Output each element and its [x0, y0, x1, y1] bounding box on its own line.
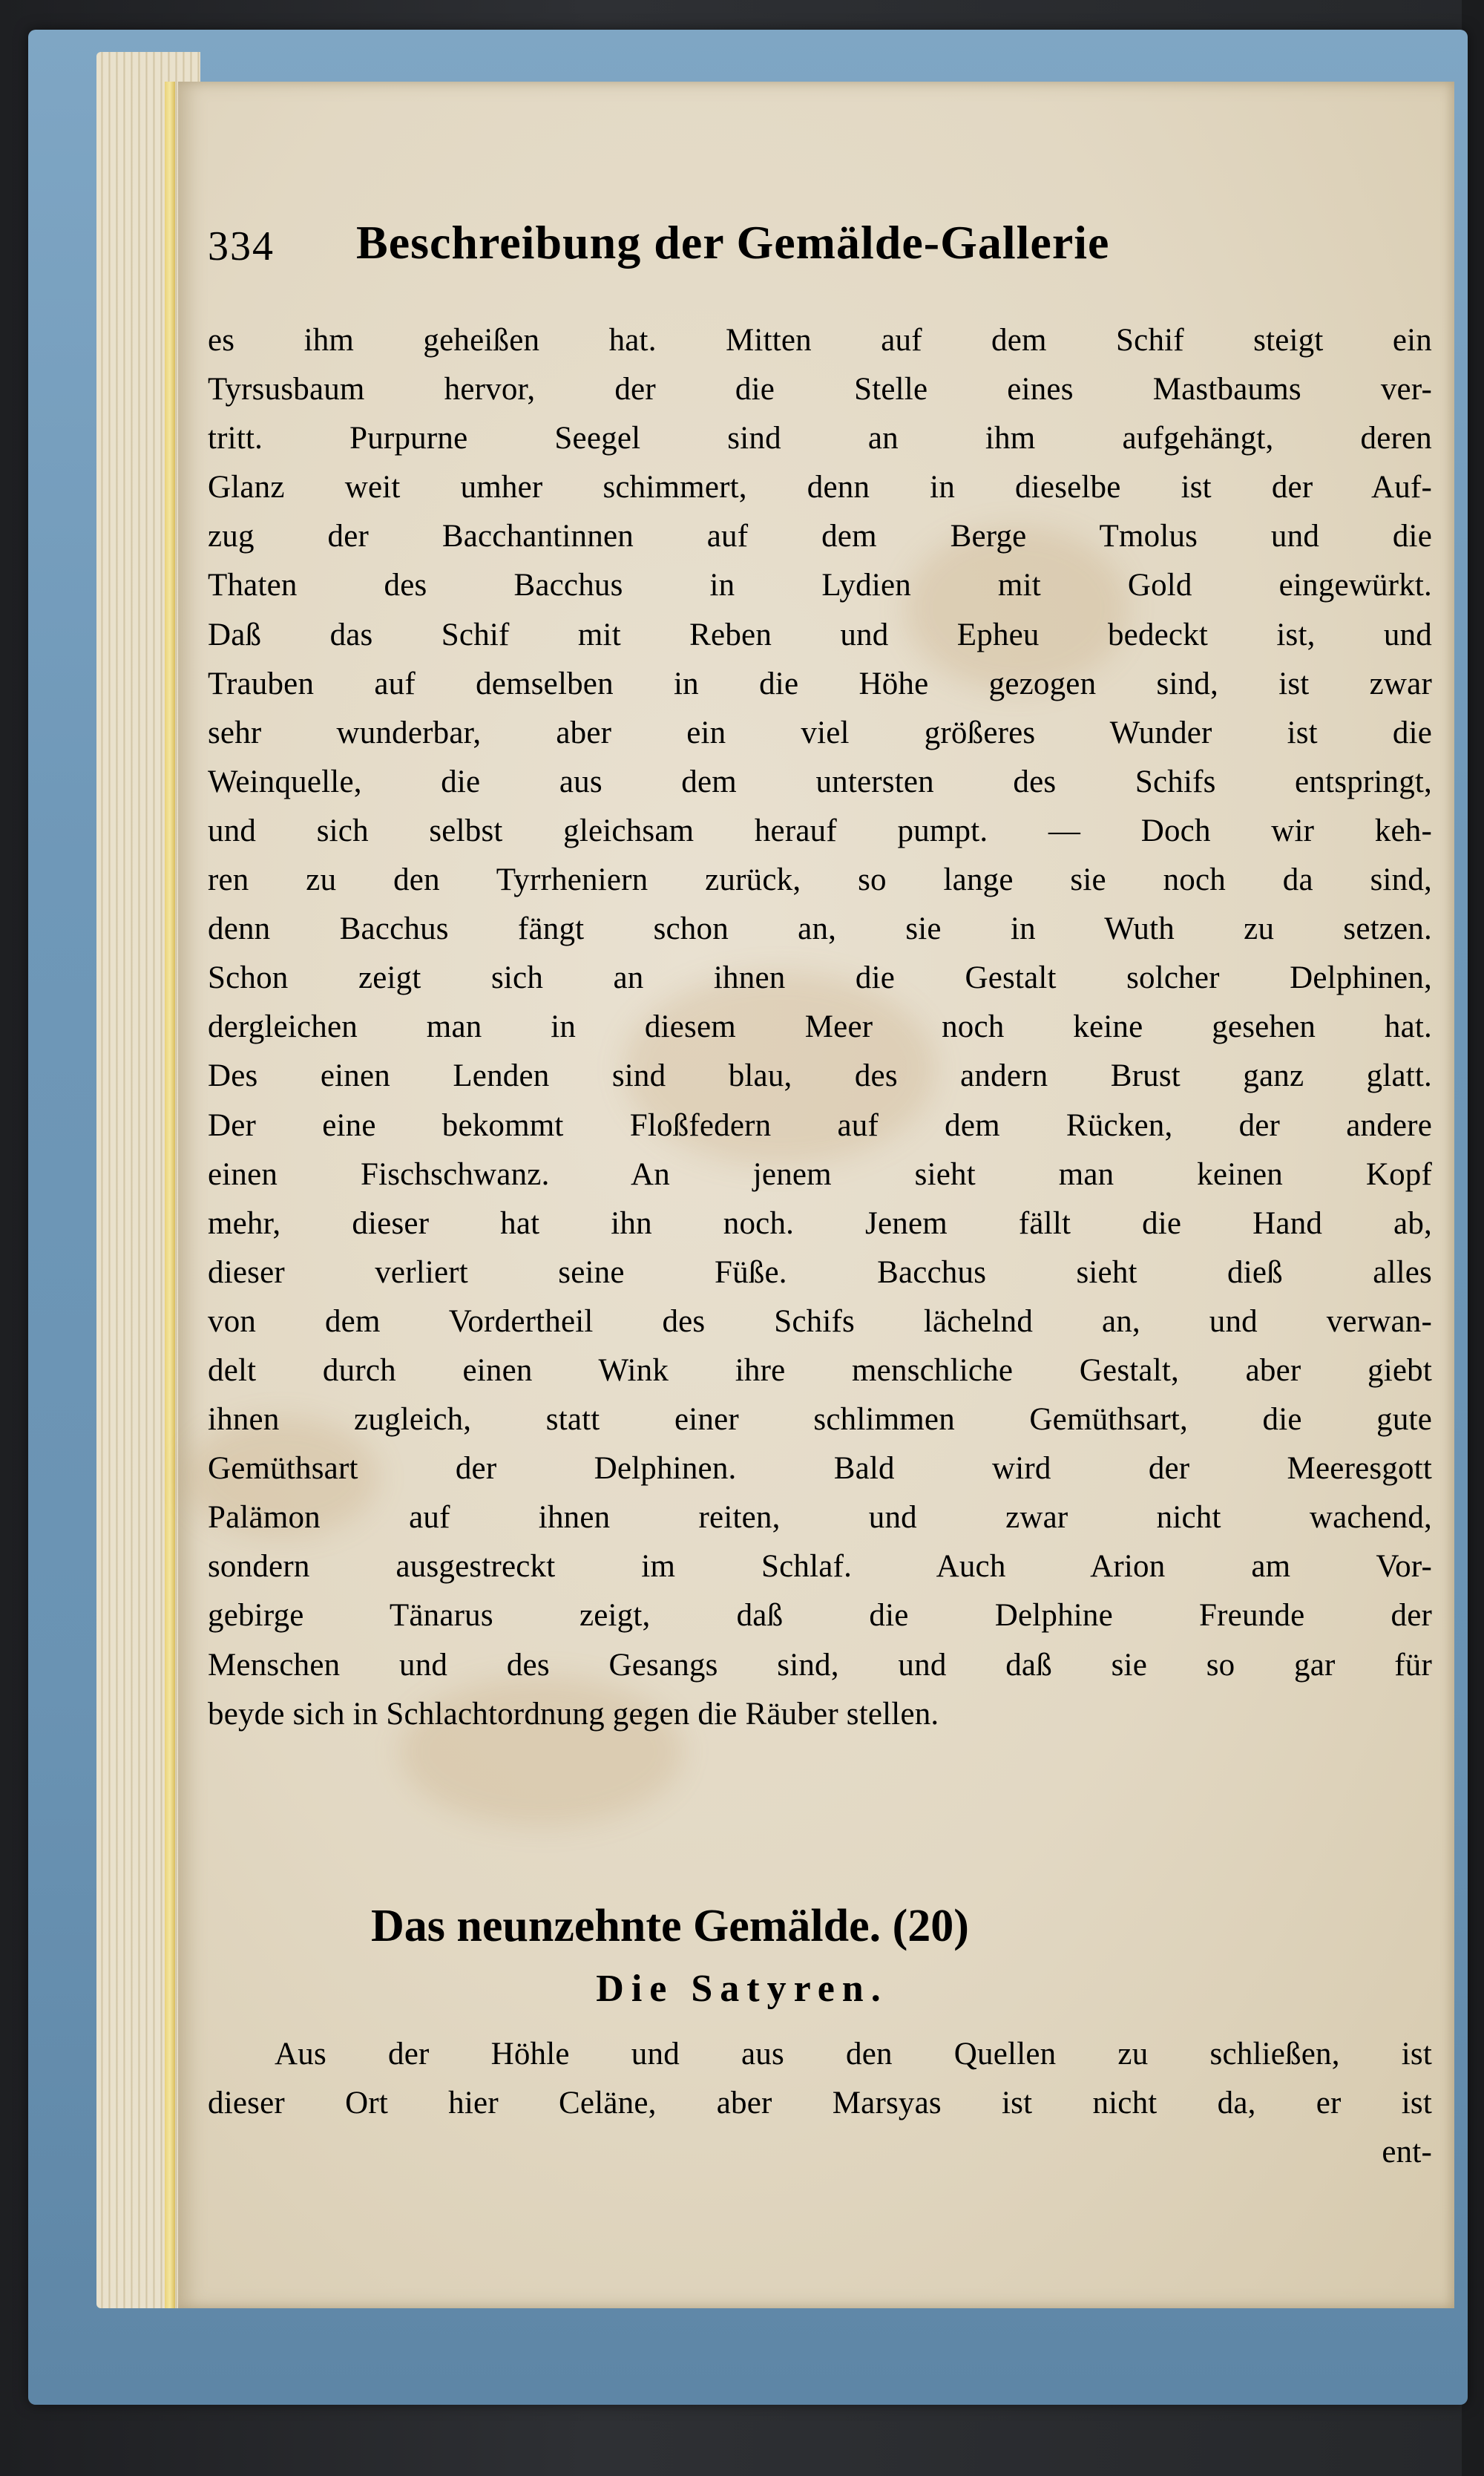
text-line: es ihm geheißen hat. Mitten auf dem Schif steigt ein	[208, 323, 1432, 358]
text-line: dieser Ort hier Celäne, aber Marsyas ist nicht da, er ist	[208, 2086, 1432, 2121]
text-line: delt durch einen Wink ihre menschliche Gestalt, aber giebt	[208, 1352, 1432, 1388]
text-line: Glanz weit umher schimmert, denn in dieselbe ist der Auf-	[208, 470, 1432, 505]
section-title: Das neunzehnte Gemälde. (20)	[371, 1901, 969, 1951]
text-line: Der eine bekommt Floßfedern auf dem Rücken, der andere	[208, 1107, 1432, 1143]
text-line: von dem Vordertheil des Schifs lächelnd an, und verwan-	[208, 1303, 1432, 1339]
text-line: Schon zeigt sich an ihnen die Gestalt solcher Delphinen,	[208, 960, 1432, 996]
text-line: ren zu den Tyrrheniern zurück, so lange sie noch da sind,	[208, 862, 1432, 898]
text-line: Des einen Lenden sind blau, des andern Brust ganz glatt.	[208, 1058, 1432, 1094]
text-line: Trauben auf demselben in die Höhe gezogen sind, ist zwar	[208, 666, 1432, 701]
text-line: denn Bacchus fängt schon an, sie in Wuth zu setzen.	[208, 911, 1432, 947]
running-head	[208, 215, 1321, 282]
running-title: Beschreibung der Gemälde-Gallerie	[356, 216, 1110, 269]
catchword: ent-	[1382, 2135, 1432, 2170]
body-text	[208, 316, 1432, 1739]
text-line: mehr, dieser hat ihn noch. Jenem fällt die Hand ab,	[208, 1205, 1432, 1241]
text-line: Aus der Höhle und aus den Quellen zu schließen, ist	[275, 2037, 1432, 2071]
section-subtitle: Die Satyren.	[596, 1968, 888, 2010]
section-text	[208, 2030, 1432, 2177]
text-line: Daß das Schif mit Reben und Epheu bedeckt ist, und	[208, 617, 1432, 652]
text-line: sondern ausgestreckt im Schlaf. Auch Arion am Vor-	[208, 1549, 1432, 1585]
text-line: dergleichen man in diesem Meer noch keine gesehen hat.	[208, 1009, 1432, 1045]
text-line: Palämon auf ihnen reiten, und zwar nicht wachend,	[208, 1500, 1432, 1536]
text-line: einen Fischschwanz. An jenem sieht man keinen Kopf	[208, 1156, 1432, 1192]
text-line: gebirge Tänarus zeigt, daß die Delphine Freunde der	[208, 1598, 1432, 1634]
page-number: 334	[208, 223, 275, 269]
text-line: sehr wunderbar, aber ein viel größeres Wunder ist die	[208, 715, 1432, 750]
text-line: und sich selbst gleichsam herauf pumpt. — Doch wir keh-	[208, 813, 1432, 848]
text-line: Thaten des Bacchus in Lydien mit Gold eingewürkt.	[208, 568, 1432, 603]
text-line: Menschen und des Gesangs sind, und daß sie so gar für	[208, 1647, 1432, 1683]
text-line: tritt. Purpurne Seegel sind an ihm aufgehängt, deren	[208, 421, 1432, 456]
text-line: Tyrsusbaum hervor, der die Stelle eines Mastbaums ver-	[208, 372, 1432, 407]
text-line: zug der Bacchantinnen auf dem Berge Tmolus und die	[208, 519, 1432, 554]
text-line: Weinquelle, die aus dem untersten des Schifs entspringt,	[208, 764, 1432, 799]
text-line: beyde sich in Schlachtordnung gegen die Räuber stellen.	[208, 1696, 939, 1732]
text-line: ihnen zugleich, statt einer schlimmen Gemüthsart, die gute	[208, 1402, 1432, 1438]
text-line: dieser verliert seine Füße. Bacchus sieht dieß alles	[208, 1254, 1432, 1290]
text-line: Gemüthsart der Delphinen. Bald wird der Meeresgott	[208, 1451, 1432, 1487]
